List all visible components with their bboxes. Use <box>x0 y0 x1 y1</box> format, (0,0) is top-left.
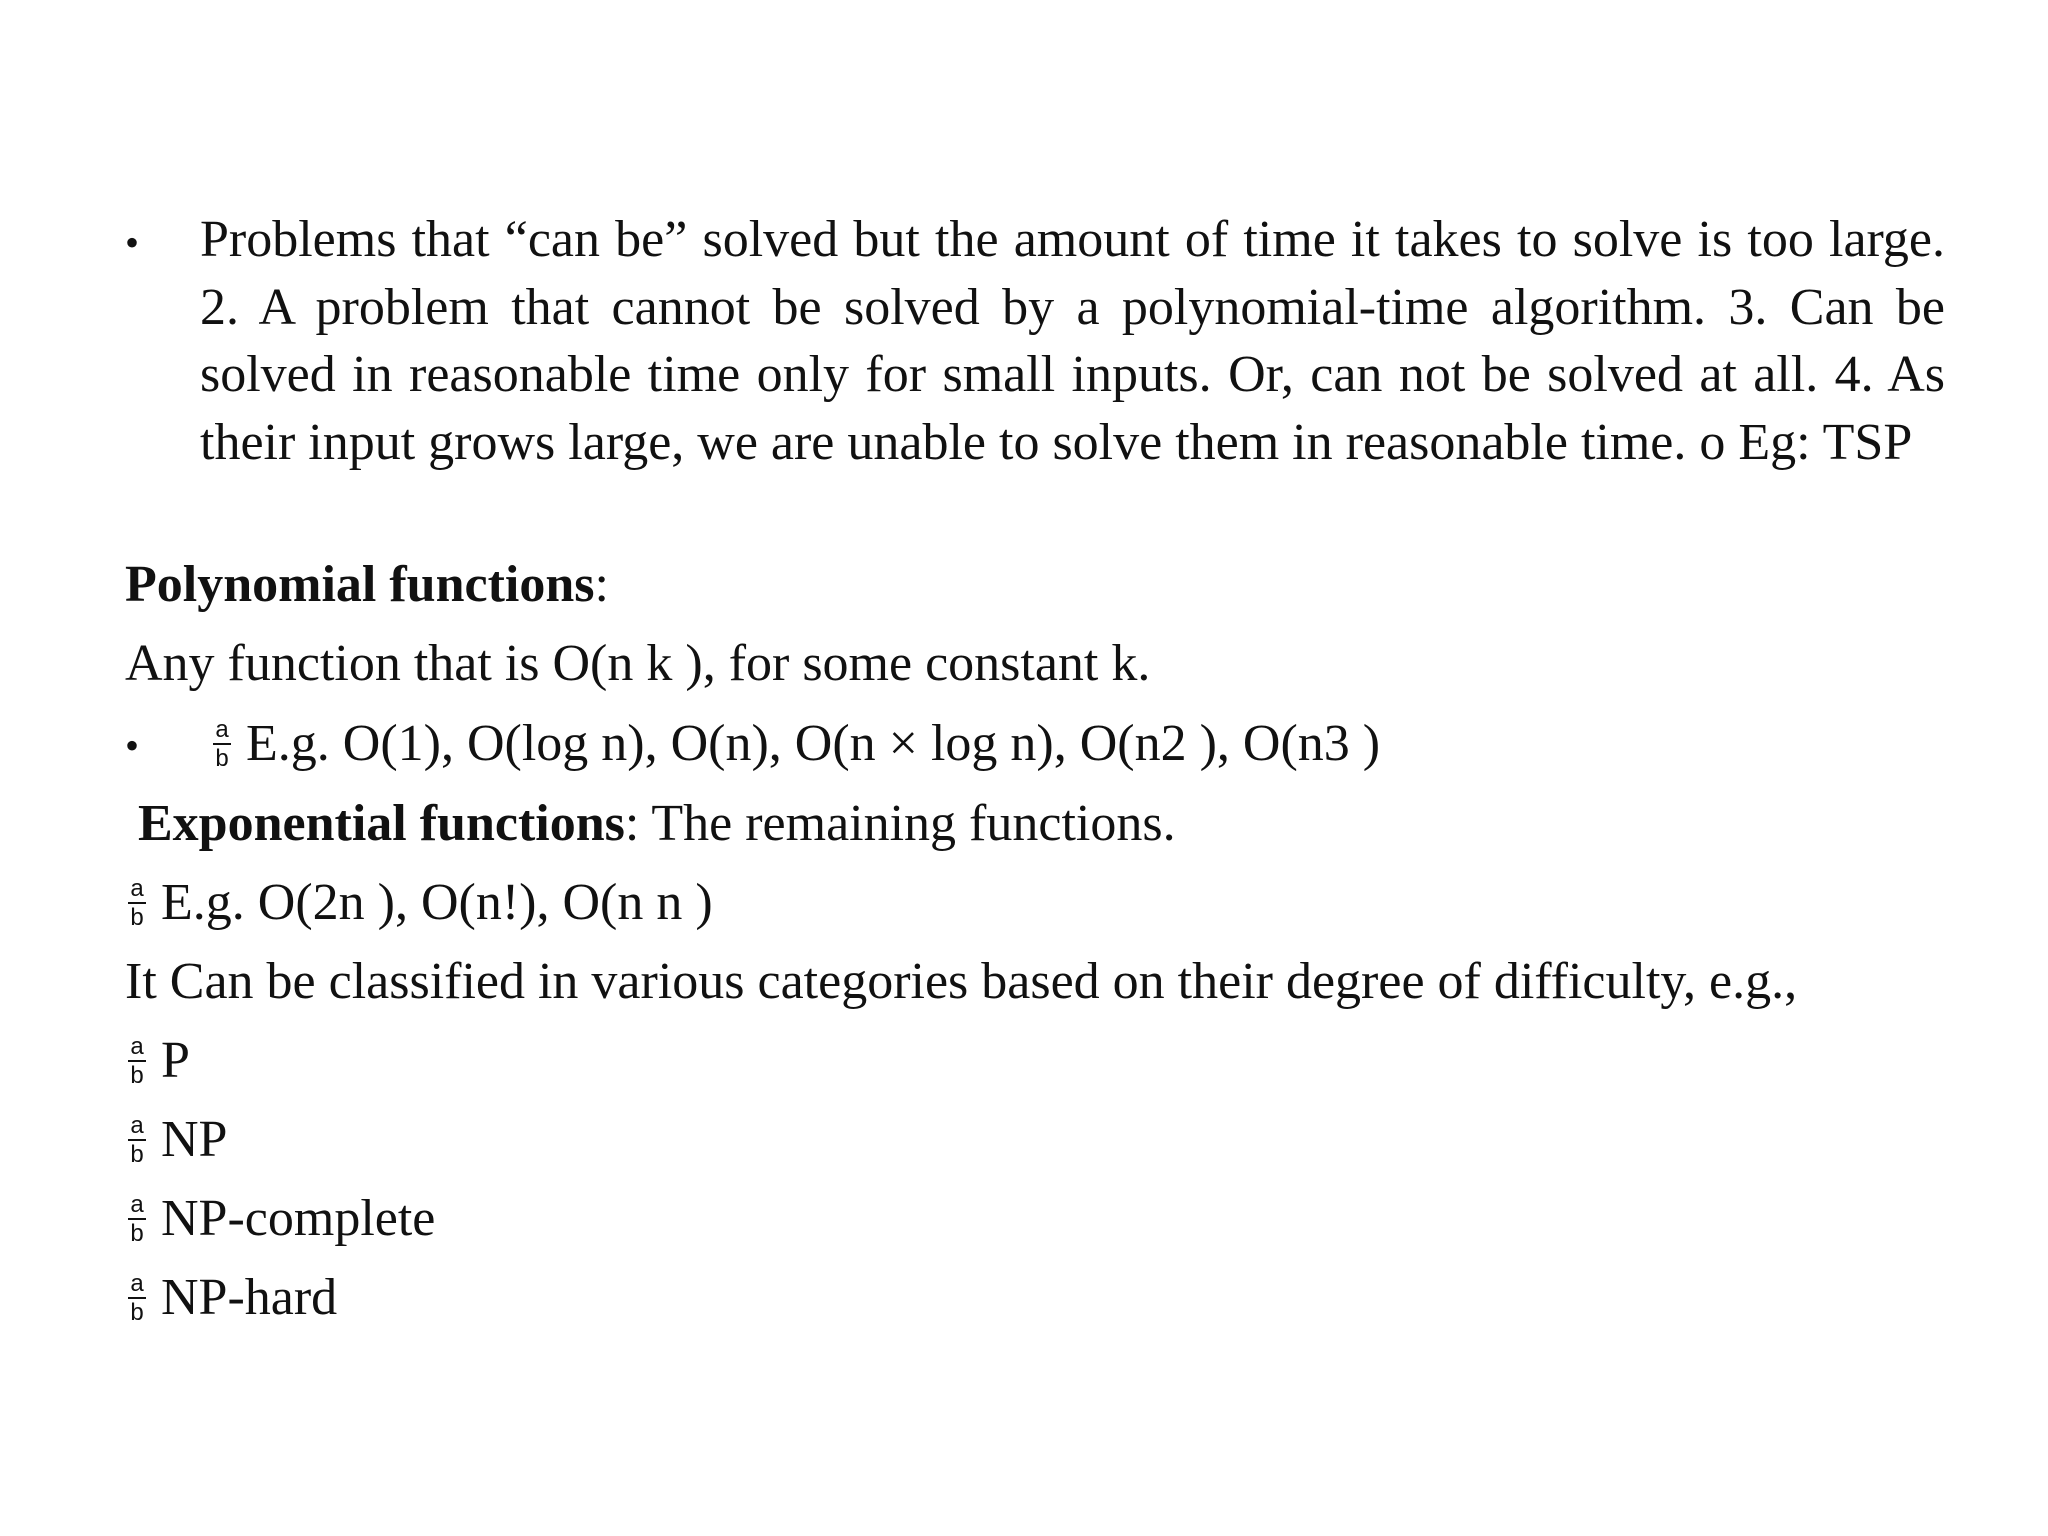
polynomial-examples-line <box>210 710 1380 778</box>
polynomial-heading-line <box>125 551 609 618</box>
exponential-examples: E.g. O(2n ), O(n!), O(n n ) <box>161 874 713 931</box>
category-item <box>125 1185 435 1253</box>
polynomial-heading: Polynomial functions <box>125 556 595 613</box>
classification-intro: It Can be classified in various categories based on their degree of difficulty, e.g., <box>125 953 1798 1010</box>
exponential-examples-line <box>125 869 713 937</box>
bullet-dot: • <box>125 220 140 265</box>
ab-fraction-icon: $\frac{a}{b}$ <box>125 1266 149 1326</box>
exponential-rest: : The remaining functions. <box>624 795 1176 852</box>
exponential-heading: Exponential functions <box>138 795 625 852</box>
ab-fraction-icon: $\frac{a}{b}$ <box>125 1187 149 1247</box>
polynomial-colon: : <box>594 556 609 613</box>
category-label: P <box>161 1032 190 1089</box>
ab-fraction-icon: $\frac{a}{b}$ <box>125 1108 149 1168</box>
polynomial-definition: Any function that is O(n k ), for some constant k. <box>125 635 1151 692</box>
category-label: NP-hard <box>161 1269 338 1326</box>
intractable-problems-paragraph: Problems that “can be” solved but the amount of time it takes to solve is too large. 2. A problem that cannot be solved by a polynomial-time algorithm. 3. Can be solved in reasonable time only for small inputs. Or, can not be solved at all. 4. As their input grows large, we are unable to solve them in reasonable time. o Eg: TSP <box>200 211 1945 471</box>
category-label: NP <box>161 1111 228 1168</box>
ab-fraction-icon: $\frac{a}{b}$ <box>210 712 234 772</box>
category-item <box>125 1264 337 1332</box>
ab-fraction-icon: $\frac{a}{b}$ <box>125 871 149 931</box>
polynomial-examples: E.g. O(1), O(log n), O(n), O(n × log n), O(n2 ), O(n3 ) <box>246 715 1381 772</box>
category-item <box>125 1106 227 1174</box>
bullet-dot: • <box>125 723 140 768</box>
category-label: NP-complete <box>161 1190 436 1247</box>
category-item <box>125 1027 190 1095</box>
exponential-line <box>138 790 1176 857</box>
ab-fraction-icon: $\frac{a}{b}$ <box>125 1029 149 1089</box>
